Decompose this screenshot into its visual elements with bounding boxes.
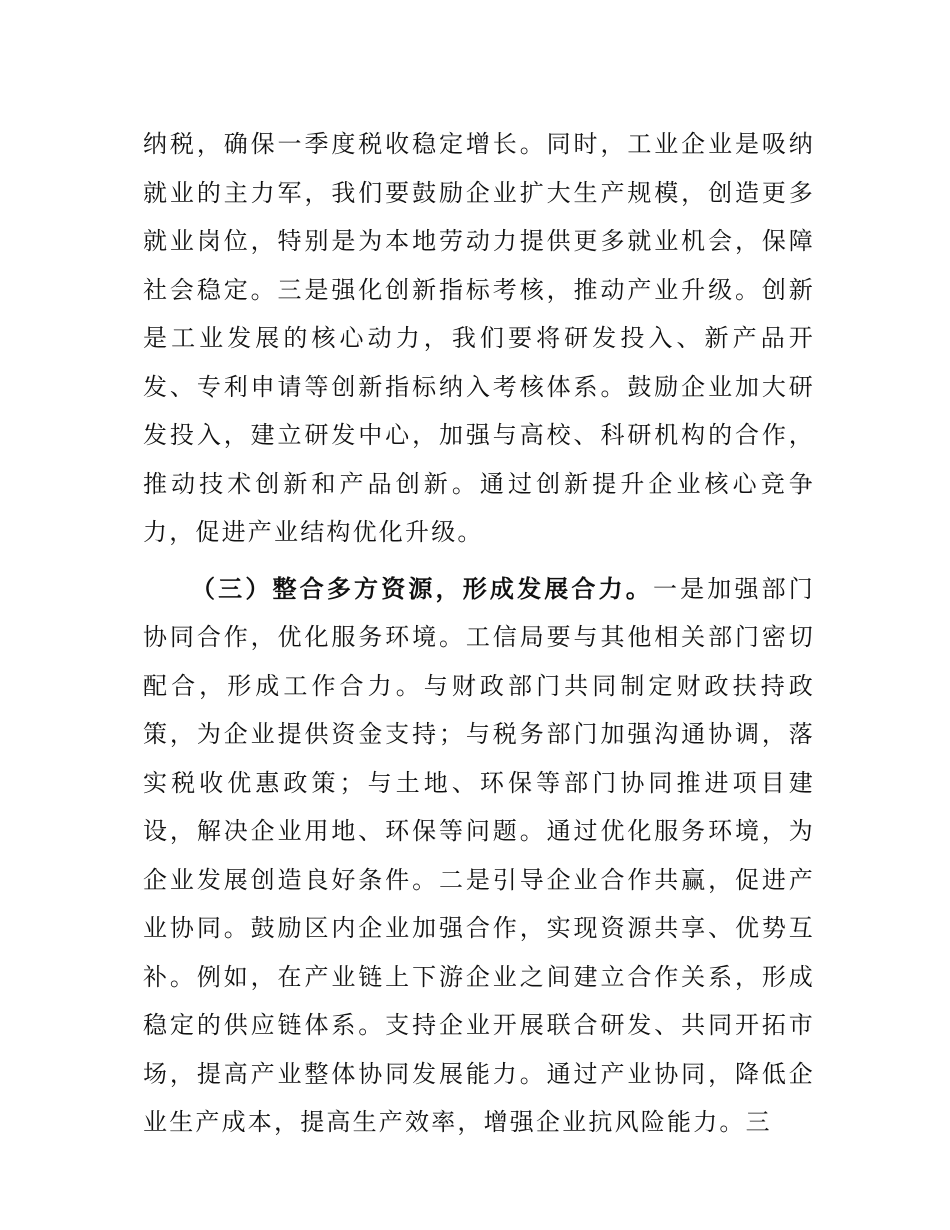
- paragraph-1: 纳税，确保一季度税收稳定增长。同时，工业企业是吸纳就业的主力军，我们要鼓励企业扩大生产规模，创造更多就业岗位，特别是为本地劳动力提供更多就业机会，保障社会稳定。三是强化创新指标考核，推动产业升级。创新是工业发展的核心动力，我们要将研发投入、新产品开发、专利申请等创新指标纳入考核体系。鼓励企业加大研发投入，建立研发中心，加强与高校、科研机构的合作，推动技术创新和产品创新。通过创新提升企业核心竞争力，促进产业结构优化升级。: [143, 130, 815, 546]
- document-body: [143, 120, 815, 1147]
- paragraph-2-body: 一是加强部门协同合作，优化服务环境。工信局要与其他相关部门密切配合，形成工作合力。与财政部门共同制定财政扶持政策，为企业提供资金支持；与税务部门加强沟通协调，落实税收优惠政策；与土地、环保等部门协同推进项目建设，解决企业用地、环保等问题。通过优化服务环境，为企业发展创造良好条件。二是引导企业合作共赢，促进产业协同。鼓励区内企业加强合作，实现资源共享、优势互补。例如，在产业链上下游企业之间建立合作关系，形成稳定的供应链体系。支持企业开展联合研发、共同开拓市场，提高产业整体协同发展能力。通过产业协同，降低企业生产成本，提高生产效率，增强企业抗风险能力。三: [143, 574, 815, 1136]
- paragraph-2: [143, 565, 815, 1147]
- section-heading-3: （三）整合多方资源，形成发展合力。: [191, 574, 653, 603]
